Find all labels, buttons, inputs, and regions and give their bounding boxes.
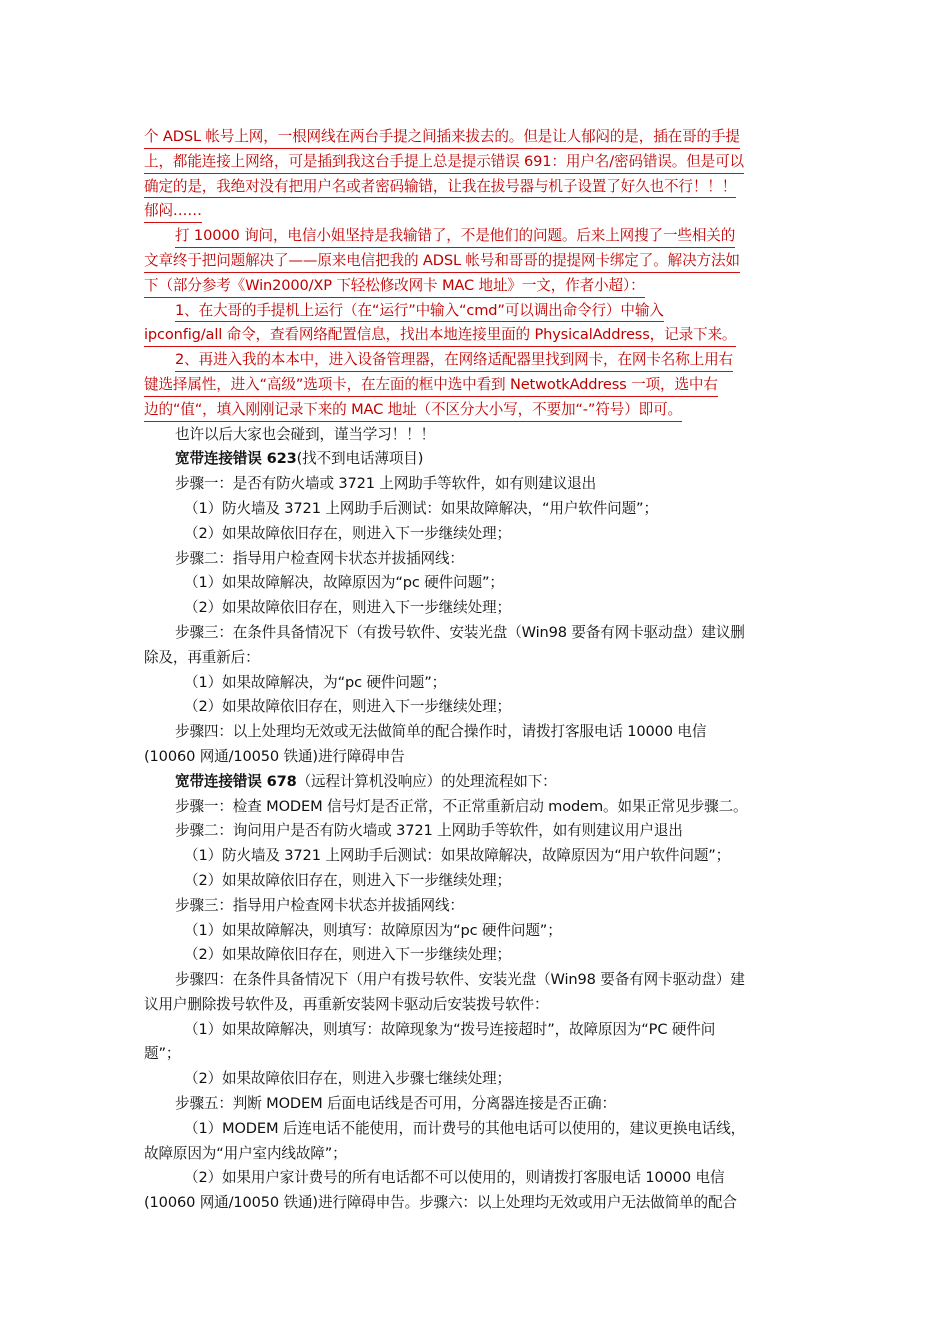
body-text: [144, 423, 808, 1217]
line-text: 确定的是，我绝对没有把用户名或者密码输错，让我在拔号器与机子设置了好久也不行！！！: [144, 177, 737, 195]
text-line: [144, 423, 808, 448]
red-underline: [144, 421, 682, 422]
section-heading: [144, 770, 808, 795]
line-text: （1）如果故障解决，则填写：故障原因为“pc 硬件问题”；: [184, 921, 562, 939]
line-text: 步骤二：指导用户检查网卡状态并拔插网线：: [175, 549, 464, 567]
line-text: 步骤三：指导用户检查网卡状态并拔插网线：: [175, 896, 464, 914]
line-text: 故障原因为“用户室内线故障”；: [144, 1144, 347, 1162]
line-text: （1）MODEM 后连电话不能使用，而计费号的其他电话可以使用的，建议更换电话线，: [184, 1119, 746, 1137]
line-text: 步骤二：询问用户是否有防火墙或 3721 上网助手等软件，如有则建议用户退出: [175, 822, 683, 840]
red-underline: [144, 173, 744, 174]
red-underline: [144, 197, 736, 198]
line-text: （远程计算机没响应）的处理流程如下：: [296, 772, 557, 790]
text-line: [144, 720, 808, 745]
text-line: [144, 1117, 808, 1142]
text-line: [144, 596, 808, 621]
line-text: 下（部分参考《Win2000/XP 下轻松修改网卡 MAC 地址》一文，作者小超）：: [144, 276, 645, 294]
text-line: [144, 819, 808, 844]
heading-bold-text: 宽带连接错误 678: [175, 772, 297, 790]
text-line: [144, 621, 808, 646]
red-underline: [144, 272, 740, 273]
red-underline: [144, 396, 718, 397]
text-line: [144, 968, 808, 993]
text-line: [144, 1166, 808, 1191]
text-line: [144, 795, 808, 820]
line-text: （2）如果故障依旧存在，则进入下一步继续处理；: [184, 946, 511, 964]
text-line: [144, 695, 808, 720]
line-text: 步骤五：判断 MODEM 后面电话线是否可用，分离器连接是否正确：: [175, 1095, 616, 1113]
text-line: [144, 1142, 808, 1167]
text-line: [144, 993, 808, 1018]
line-text: 2、再进入我的本本中，进入设备管理器，在网络适配器里找到网卡，在网卡名称上用右: [175, 351, 734, 369]
underlined-line: [144, 323, 808, 348]
line-text: 议用户删除拨号软件及，再重新安装网卡驱动后安装拨号软件：: [144, 995, 549, 1013]
red-underline: [144, 222, 202, 223]
line-text: 步骤一：检查 MODEM 信号灯是否正常，不正常重新启动 modem。如果正常见步骤二。: [175, 797, 748, 815]
text-line: [144, 745, 808, 770]
text-line: [144, 1067, 808, 1092]
text-line: [144, 1092, 808, 1117]
red-underline: [175, 371, 733, 372]
text-line: [144, 671, 808, 696]
line-text: (10060 网通/10050 铁通)进行障碍申告。步骤六：以上处理均无效或用户无法做简单的配合: [144, 1194, 737, 1212]
text-line: [144, 497, 808, 522]
line-text: （2）如果用户家计费号的所有电话都不可以使用的，则请拨打客服电话 10000 电信: [184, 1169, 725, 1187]
line-text: (找不到电话薄项目): [296, 450, 424, 468]
line-text: （1）如果故障解决，则填写：故障现象为“拨号连接超时”，故障原因为“PC 硬件问: [184, 1020, 716, 1038]
underlined-line: [144, 199, 808, 224]
line-text: （1）如果故障解决，为“pc 硬件问题”；: [184, 673, 447, 691]
text-line: [144, 894, 808, 919]
red-underline: [144, 346, 736, 347]
document-page: [144, 125, 808, 1216]
underlined-line: [144, 150, 808, 175]
underlined-line: [144, 125, 808, 150]
text-line: [144, 1042, 808, 1067]
line-text: （2）如果故障依旧存在，则进入下一步继续处理；: [184, 871, 511, 889]
line-text: 步骤四：在条件具备情况下（用户有拨号软件、安装光盘（Win98 要备有网卡驱动盘）建: [175, 971, 745, 989]
underlined-line: [144, 373, 808, 398]
text-line: [144, 844, 808, 869]
line-text: （2）如果故障依旧存在，则进入下一步继续处理；: [184, 698, 511, 716]
underlined-line: [144, 274, 808, 299]
text-line: [144, 522, 808, 547]
line-text: ipconfig/all 命令，查看网络配置信息，找出本地连接里面的 PhysicalAddress，记录下来。: [144, 326, 737, 344]
text-line: [144, 571, 808, 596]
text-line: [144, 472, 808, 497]
line-text: （2）如果故障依旧存在，则进入下一步继续处理；: [184, 599, 511, 617]
line-text: （1）如果故障解决，故障原因为“pc 硬件问题”；: [184, 574, 504, 592]
underlined-line: [144, 224, 808, 249]
line-text: 打 10000 询问，电信小姐坚持是我输错了，不是他们的问题。后来上网搜了一些相关的: [175, 227, 736, 245]
text-line: [144, 1191, 808, 1216]
underlined-line: [144, 175, 808, 200]
underlined-line: [144, 249, 808, 274]
line-text: （1）防火墙及 3721 上网助手后测试：如果故障解决，“用户软件问题”；: [184, 499, 658, 517]
text-line: [144, 646, 808, 671]
text-line: [144, 943, 808, 968]
text-line: [144, 869, 808, 894]
line-text: 边的“值“，填入刚刚记录下来的 MAC 地址（不区分大小写，不要加“-”符号）即可。: [144, 400, 682, 418]
line-text: 步骤四：以上处理均无效或无法做简单的配合操作时，请拨打客服电话 10000 电信: [175, 723, 707, 741]
underlined-line: [144, 398, 808, 423]
line-text: （2）如果故障依旧存在，则进入步骤七继续处理；: [184, 1070, 511, 1088]
line-text: 郁闷……: [144, 202, 202, 220]
line-text: 除及，再重新后：: [144, 648, 260, 666]
underlined-line: [144, 299, 808, 324]
section-heading: [144, 447, 808, 472]
line-text: 步骤三：在条件具备情况下（有拨号软件、安装光盘（Win98 要备有网卡驱动盘）建议删: [175, 623, 745, 641]
text-line: [144, 919, 808, 944]
heading-bold-text: 宽带连接错误 623: [175, 450, 297, 468]
highlighted-paragraph: [144, 125, 808, 423]
red-underline: [144, 297, 645, 298]
line-text: 1、在大哥的手提机上运行（在“运行”中输入“cmd”可以调出命令行）中输入: [175, 301, 664, 319]
text-line: [144, 547, 808, 572]
line-text: 也许以后大家也会碰到，谨当学习！！！: [175, 425, 435, 443]
line-text: (10060 网通/10050 铁通)进行障碍申告: [144, 747, 405, 765]
red-underline: [144, 148, 740, 149]
line-text: 步骤一：是否有防火墙或 3721 上网助手等软件，如有则建议退出: [175, 475, 597, 493]
red-underline: [175, 247, 735, 248]
line-text: （1）防火墙及 3721 上网助手后测试：如果故障解决，故障原因为“用户软件问题”；: [184, 847, 731, 865]
line-text: （2）如果故障依旧存在，则进入下一步继续处理；: [184, 524, 511, 542]
line-text: 题”；: [144, 1045, 181, 1063]
text-line: [144, 1018, 808, 1043]
line-text: 个 ADSL 帐号上网，一根网线在两台手提之间插来拔去的。但是让人郁闷的是，插在哥的手提: [144, 128, 740, 145]
line-text: 键选择属性，进入“高级”选项卡，在左面的框中选中看到 NetwotkAddress 一项，选中右: [144, 375, 718, 393]
underlined-line: [144, 348, 808, 373]
line-text: 文章终于把问题解决了——原来电信把我的 ADSL 帐号和哥哥的提提网卡绑定了。解决方法如: [144, 251, 740, 269]
red-underline: [175, 321, 664, 322]
line-text: 上，都能连接上网络，可是插到我这台手提上总是提示错误 691：用户名/密码错误。但是可以: [144, 152, 744, 170]
